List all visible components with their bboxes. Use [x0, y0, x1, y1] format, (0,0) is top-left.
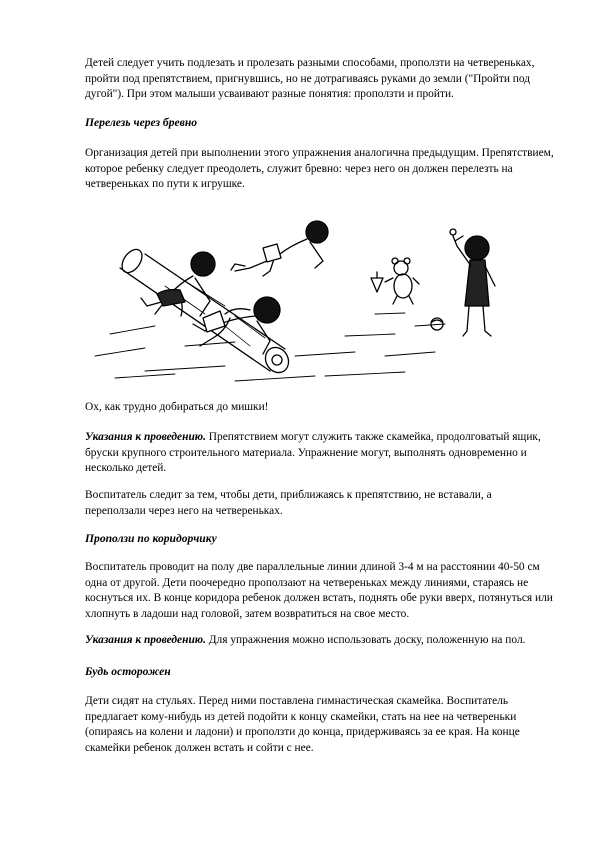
instructions-text-2: Для упражнения можно использовать доску, положенную на пол. — [205, 634, 526, 646]
instructions-text-1: Препятствием могут служить также скамейка, продолговатый ящик, бруски крупного строительного материала. Упражнение могут, выполнять одновременно и несколько детей. — [85, 431, 541, 475]
instructions-lead-2: Указания к проведению. — [85, 634, 206, 646]
toy-top-drawing — [371, 272, 383, 292]
log-exercise-paragraph: Организация детей при выполнении этого упражнения аналогична предыдущим. Препятствием, которое ребенку следует преодолеть, служит бревно: через него он должен перелезть на четвереньках по пути к игрушке. — [85, 147, 554, 191]
child-on-log — [141, 252, 215, 316]
heading-crawl-corridor: Проползи по коридорчику — [85, 532, 217, 545]
child-crawling-front — [193, 297, 280, 354]
illustration-children-crawling — [85, 206, 505, 392]
corridor-exercise-paragraph: Воспитатель проводит на полу две параллельные линии длиной 3-4 м на расстоянии 40-50 см одна от другой. Дети поочередно проползают на четвереньках между линиями, стараясь не коснуться их. В конце коридора ребенок должен встать, поднять обе руки вверх, потянуться или хлопнуть в ладоши над головой, затем возвратиться на свое место. — [85, 561, 553, 620]
teacher-watch-paragraph: Воспитатель следит за тем, чтобы дети, приближаясь к препятствию, не вставали, а переползали через него на четвереньках. — [85, 489, 492, 517]
child-crawling-back — [231, 221, 328, 276]
intro-paragraph: Детей следует учить подлезать и пролезать разными способами, проползти на четвереньках, пройти под препятствием, пригнувшись, но не дотрагиваясь руками до земли ("Пройти под дугой"). При этом малыши усваивают разные понятия: проползти и пройти. — [85, 57, 535, 101]
instructions-paragraph-2 — [85, 633, 555, 649]
standing-child — [450, 229, 495, 336]
instructions-lead-1: Указания к проведению. — [85, 431, 206, 443]
heading-climb-over-log: Перелезь через бревно — [85, 116, 198, 129]
instructions-paragraph-1 — [85, 430, 555, 477]
figure-caption: Ох, как трудно добираться до мишки! — [85, 401, 269, 413]
bench-exercise-paragraph: Дети сидят на стульях. Перед ними поставлена гимнастическая скамейка. Воспитатель предлагает кому-нибудь из детей подойти к концу скамейки, стать на нее на четвереньки (опираясь на колени и ладони) и проползти до конца, придерживаясь за ее края. На конце скамейки ребенок должен встать и сойти с нее. — [85, 695, 520, 754]
teddy-bear-drawing — [385, 258, 419, 304]
heading-be-careful: Будь осторожен — [85, 665, 171, 678]
